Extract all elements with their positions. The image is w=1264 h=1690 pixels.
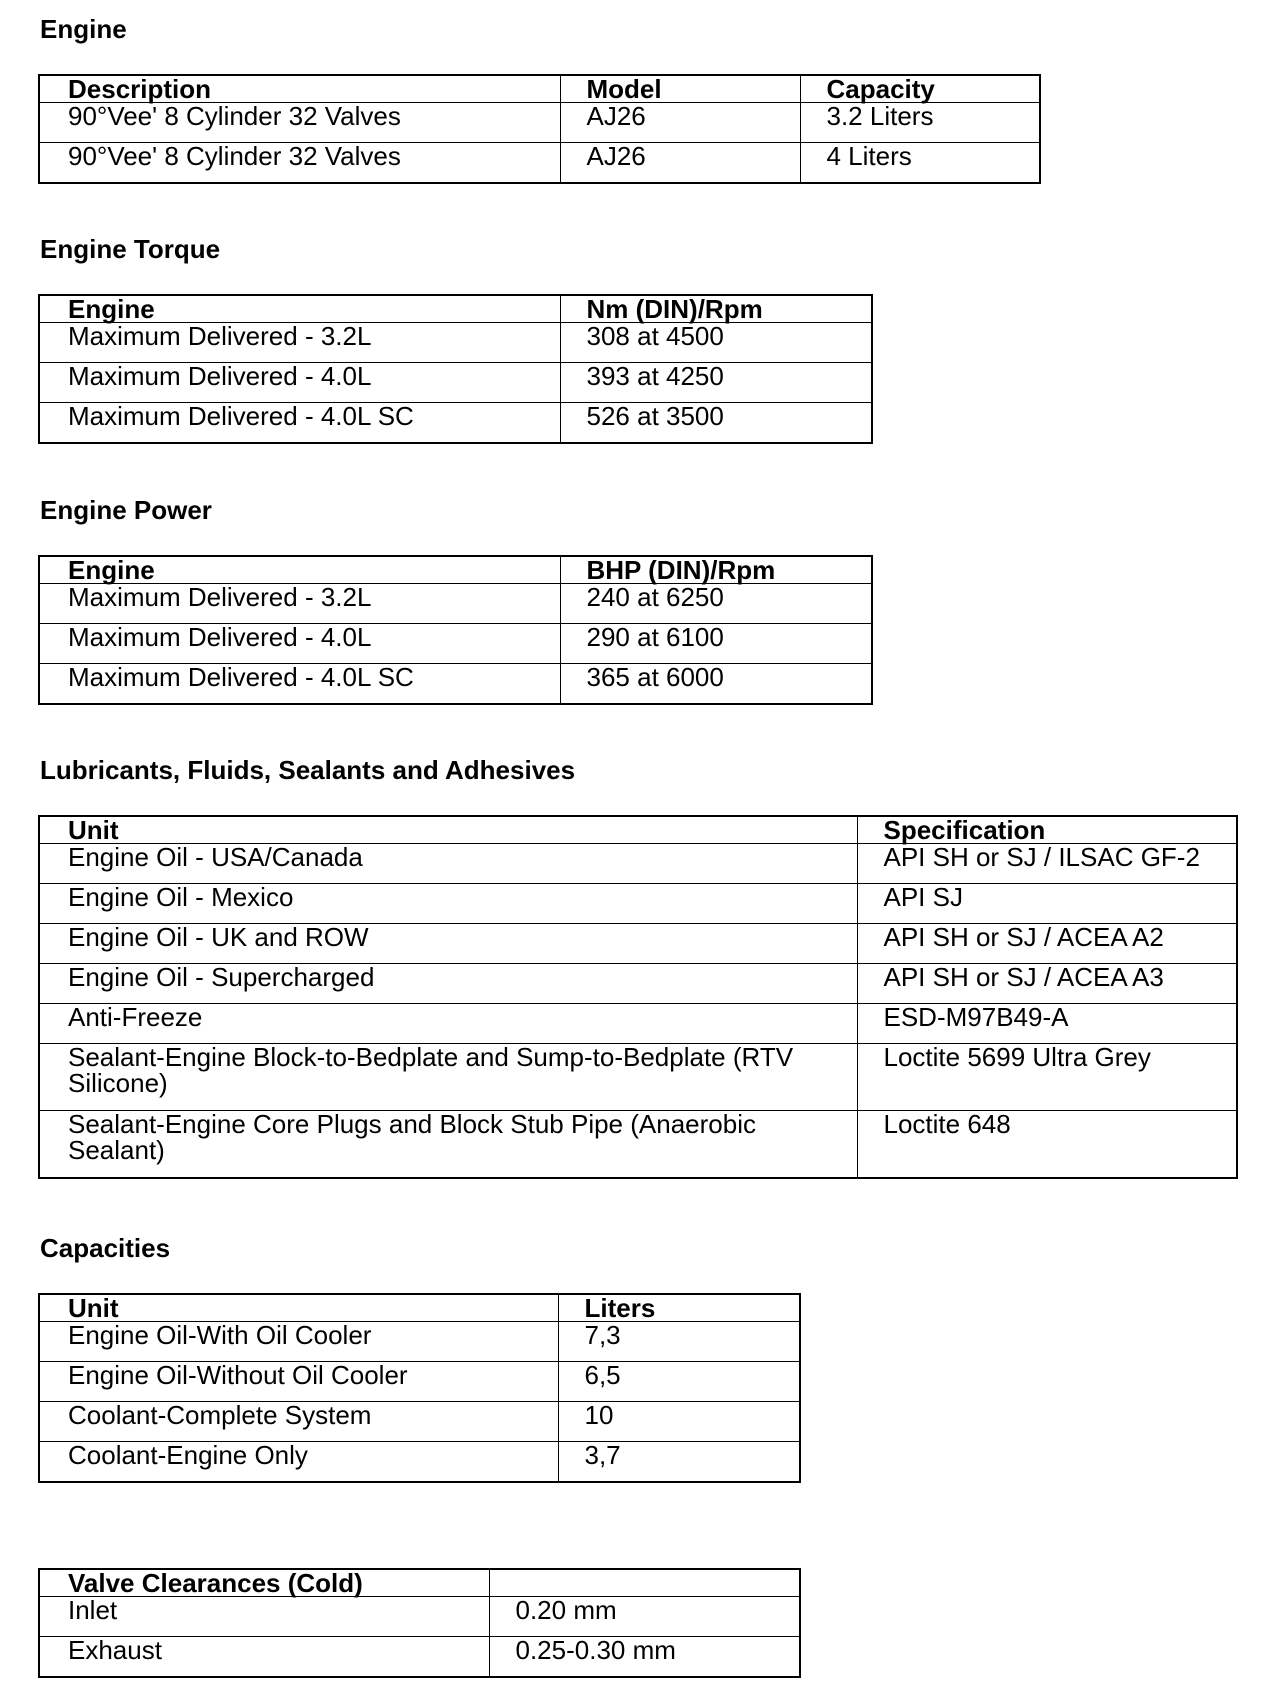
table-cell: 3,7 (558, 1442, 800, 1483)
table-cell: 290 at 6100 (560, 624, 872, 664)
table-cell: 3.2 Liters (800, 103, 1040, 143)
table-cell: 240 at 6250 (560, 584, 872, 624)
table-cell: Coolant-Complete System (39, 1402, 558, 1442)
table-row (39, 363, 872, 403)
table-cell: 6,5 (558, 1362, 800, 1402)
table-cell: Maximum Delivered - 4.0L SC (39, 403, 560, 444)
column-header: Liters (558, 1294, 800, 1322)
table-header-row (39, 1294, 800, 1322)
table-cell: 4 Liters (800, 143, 1040, 184)
table-row (39, 1322, 800, 1362)
table-row (39, 1442, 800, 1483)
table-header-row (39, 556, 872, 584)
column-header: Model (560, 75, 800, 103)
column-header: Specification (857, 816, 1237, 844)
table-cell: Inlet (39, 1597, 489, 1637)
table-row (39, 624, 872, 664)
engine-table (38, 74, 1041, 184)
table-cell: 526 at 3500 (560, 403, 872, 444)
table-header-row (39, 1569, 800, 1597)
table-cell: Exhaust (39, 1637, 489, 1678)
table-cell: Sealant-Engine Block-to-Bedplate and Sump-to-Bedplate (RTV Silicone) (39, 1044, 857, 1111)
table-row (39, 1111, 1237, 1179)
capacities-heading: Capacities (40, 1233, 171, 1263)
column-header: BHP (DIN)/Rpm (560, 556, 872, 584)
table-cell: 7,3 (558, 1322, 800, 1362)
table-row (39, 103, 1040, 143)
table-header-row (39, 75, 1040, 103)
table-cell: Engine Oil-Without Oil Cooler (39, 1362, 558, 1402)
table-cell: Coolant-Engine Only (39, 1442, 558, 1483)
table-row (39, 143, 1040, 184)
table-cell: Loctite 648 (857, 1111, 1237, 1179)
table-cell: API SH or SJ / ACEA A2 (857, 924, 1237, 964)
table-cell: 90°Vee' 8 Cylinder 32 Valves (39, 103, 560, 143)
table-cell: Engine Oil-With Oil Cooler (39, 1322, 558, 1362)
column-header: Engine (39, 295, 560, 323)
engine-heading: Engine (40, 14, 127, 44)
table-row (39, 664, 872, 705)
column-header: Valve Clearances (Cold) (39, 1569, 489, 1597)
table-row (39, 1637, 800, 1678)
lubricants-table (38, 815, 1238, 1179)
table-cell: Loctite 5699 Ultra Grey (857, 1044, 1237, 1111)
table-row (39, 1004, 1237, 1044)
table-cell: 393 at 4250 (560, 363, 872, 403)
table-row (39, 1402, 800, 1442)
torque-table (38, 294, 873, 444)
table-cell: Maximum Delivered - 4.0L (39, 624, 560, 664)
table-row (39, 403, 872, 444)
table-header-row (39, 295, 872, 323)
table-cell: 308 at 4500 (560, 323, 872, 363)
table-row (39, 844, 1237, 884)
table-cell: Engine Oil - UK and ROW (39, 924, 857, 964)
table-row (39, 323, 872, 363)
table-cell: Anti-Freeze (39, 1004, 857, 1044)
power-heading: Engine Power (40, 495, 212, 525)
table-cell: API SJ (857, 884, 1237, 924)
column-header: Unit (39, 1294, 558, 1322)
table-cell: 0.20 mm (489, 1597, 800, 1637)
table-row (39, 584, 872, 624)
table-row (39, 1044, 1237, 1111)
table-cell: Maximum Delivered - 4.0L (39, 363, 560, 403)
column-header (489, 1569, 800, 1597)
table-cell: Maximum Delivered - 3.2L (39, 584, 560, 624)
power-table (38, 555, 873, 705)
table-cell: Maximum Delivered - 3.2L (39, 323, 560, 363)
column-header: Nm (DIN)/Rpm (560, 295, 872, 323)
table-cell: API SH or SJ / ILSAC GF-2 (857, 844, 1237, 884)
table-cell: Sealant-Engine Core Plugs and Block Stub Pipe (Anaerobic Sealant) (39, 1111, 857, 1179)
capacities-table (38, 1293, 801, 1483)
table-cell: 90°Vee' 8 Cylinder 32 Valves (39, 143, 560, 184)
table-row (39, 1362, 800, 1402)
table-cell: Engine Oil - Mexico (39, 884, 857, 924)
table-cell: API SH or SJ / ACEA A3 (857, 964, 1237, 1004)
column-header: Description (39, 75, 560, 103)
lubricants-heading: Lubricants, Fluids, Sealants and Adhesives (40, 755, 576, 785)
table-cell: AJ26 (560, 103, 800, 143)
table-row (39, 964, 1237, 1004)
column-header: Capacity (800, 75, 1040, 103)
table-row (39, 884, 1237, 924)
table-cell: AJ26 (560, 143, 800, 184)
table-cell: Engine Oil - Supercharged (39, 964, 857, 1004)
column-header: Engine (39, 556, 560, 584)
table-cell: Maximum Delivered - 4.0L SC (39, 664, 560, 705)
table-cell: ESD-M97B49-A (857, 1004, 1237, 1044)
table-cell: Engine Oil - USA/Canada (39, 844, 857, 884)
valve-clearances-table (38, 1568, 801, 1678)
table-cell: 0.25-0.30 mm (489, 1637, 800, 1678)
table-cell: 365 at 6000 (560, 664, 872, 705)
torque-heading: Engine Torque (40, 234, 221, 264)
table-row (39, 924, 1237, 964)
table-cell: 10 (558, 1402, 800, 1442)
table-row (39, 1597, 800, 1637)
table-header-row (39, 816, 1237, 844)
column-header: Unit (39, 816, 857, 844)
